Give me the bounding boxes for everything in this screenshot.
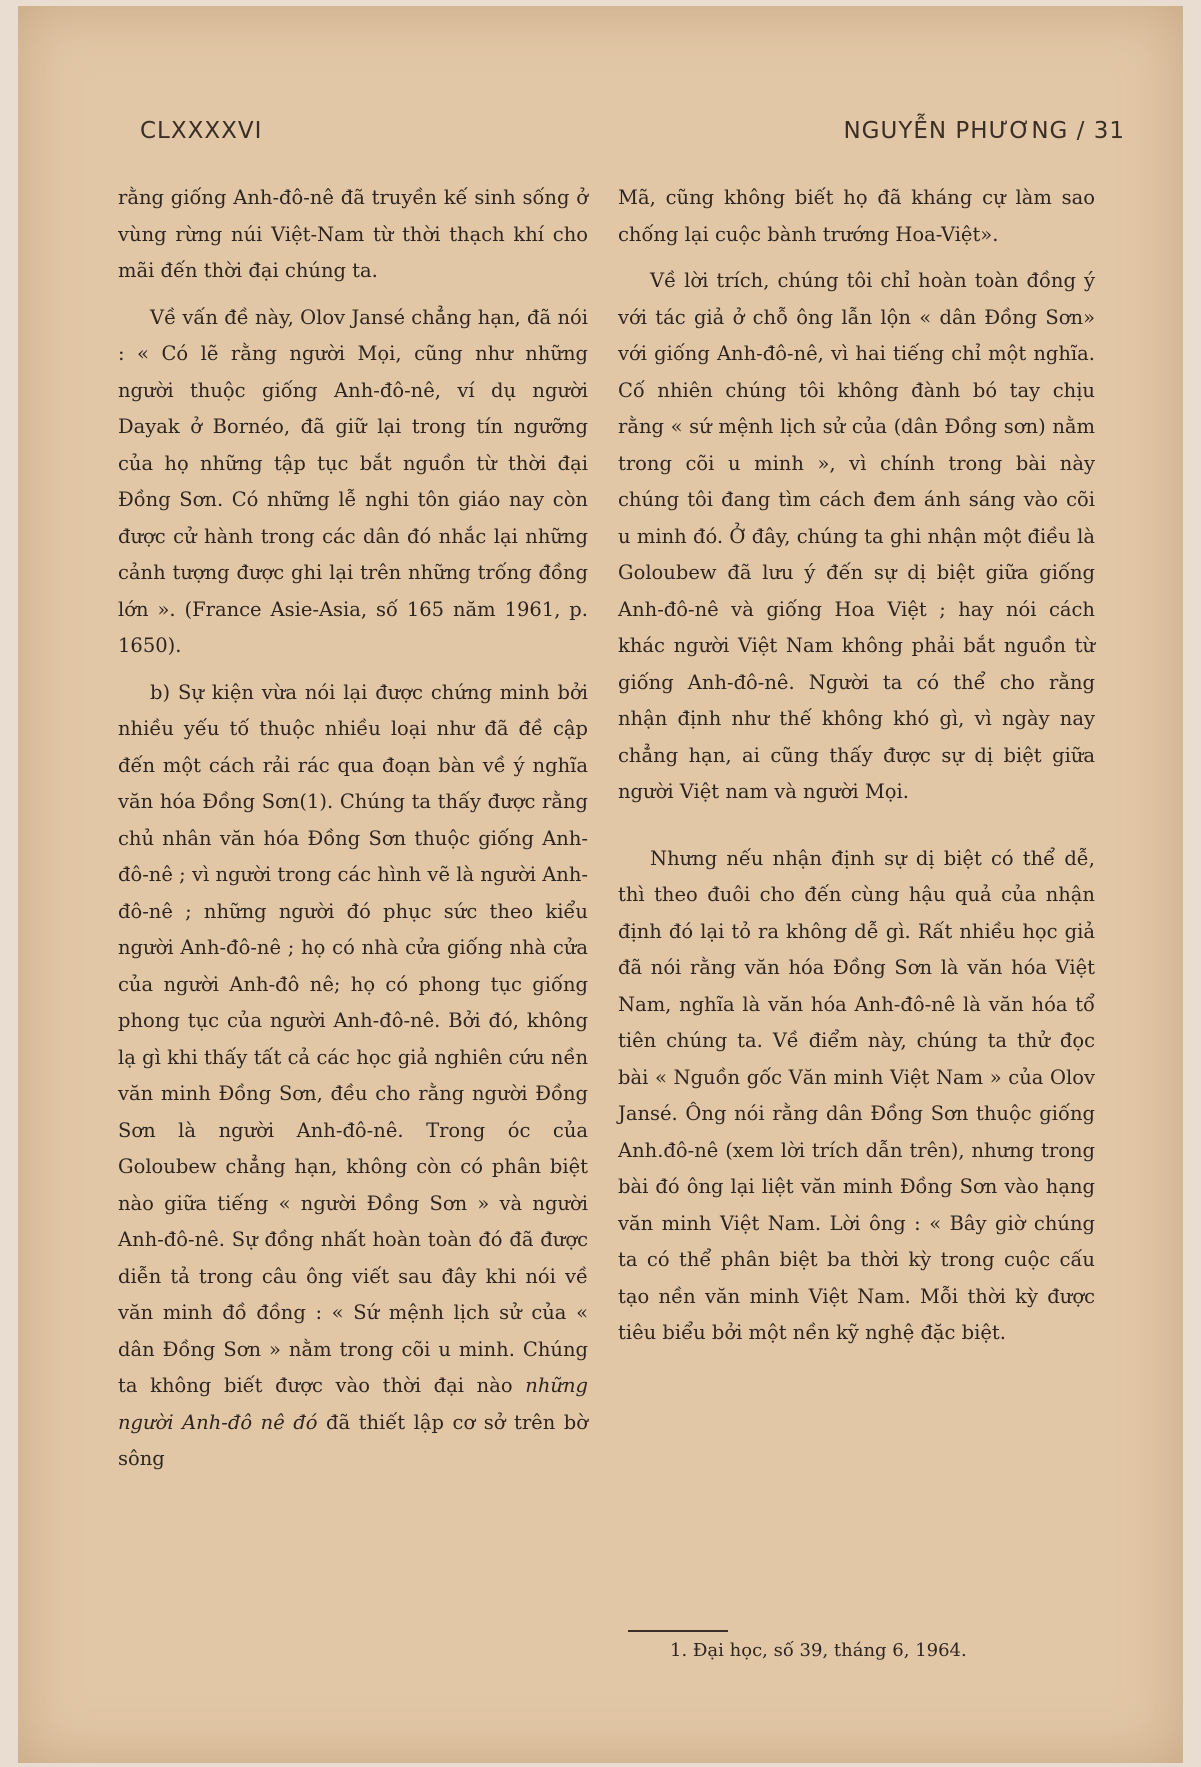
paragraph: Nhưng nếu nhận định sự dị biệt có thể dễ, thì theo đuôi cho đến cùng hậu quả của nhận định đó lại tỏ ra không dễ gì. Rất nhiều học giả đã nói rằng văn hóa Đồng Sơn là văn hóa Việt Nam, nghĩa là văn hóa Anh-đô-nê là văn hóa tổ tiên chúng ta. Về điểm này, chúng ta thử đọc bài « Nguồn gốc Văn minh Việt Nam » của Olov Jansé. Ông nói rằng dân Đồng Sơn thuộc giống Anh.đô-nê (xem lời trích dẫn trên), nhưng trong bài đó ông lại liệt văn minh Đồng Sơn vào hạng văn minh Việt Nam. Lời ông : « Bây giờ chúng ta có thể phân biệt ba thời kỳ trong cuộc cấu tạo nền văn minh Việt Nam. Mỗi thời kỳ được tiêu biểu bởi một nền kỹ nghệ đặc biệt. [618,846,1095,1344]
paragraph: Về lời trích, chúng tôi chỉ hoàn toàn đồng ý với tác giả ở chỗ ông lẫn lộn « dân Đồng Sơn» với giống Anh-đô-nê, vì hai tiếng chỉ một nghĩa. Cố nhiên chúng tôi không đành bó tay chịu rằng « sứ mệnh lịch sử của (dân Đồng sơn) nằm trong cõi u minh », vì chính trong bài này chúng tôi đang tìm cách đem ánh sáng vào cõi u minh đó. Ở đây, chúng ta ghi nhận một điều là Goloubew đã lưu ý đến sự dị biệt giữa giống Anh-đô-nê và giống Hoa Việt ; hay nói cách khác người Việt Nam không phải bắt nguồn từ giống Anh-đô-nê. Người ta có thể cho rằng nhận định như thế không khó gì, vì ngày nay chẳng hạn, ai cũng thấy được sự dị biệt giữa người Việt nam và người Mọi. [618,269,1095,803]
paragraph: Về vấn đề này, Olov Jansé chẳng hạn, đã nói : « Có lẽ rằng người Mọi, cũng như những người thuộc giống Anh-đô-nê, ví dụ người Dayak ở Bornéo, đã giữ lại trong tín ngưỡng của họ những tập tục bắt nguồn từ thời đại Đồng Sơn. Có những lễ nghi tôn giáo nay còn được cử hành trong các dân đó nhắc lại những cảnh tượng được ghi lại trên những trống đồng lớn ». (France Asie-Asia, số 165 năm 1961, p. 1650). [118,305,588,657]
paragraph-text: đã thiết lập cơ sở trên bờ sông [118,1410,588,1470]
right-column [618,180,1095,1352]
paragraph-text: b) Sự kiện vừa nói lại được chứng minh bởi nhiều yếu tố thuộc nhiều loại như đã đề cập đến một cách rải rác qua đoạn bàn về ý nghĩa văn hóa Đồng Sơn(1). Chúng ta thấy được rằng chủ nhân văn hóa Đồng Sơn thuộc giống Anh-đô-nê ; vì người trong các hình vẽ là người Anh-đô-nê ; những người đó phục sức theo kiểu người Anh-đô-nê ; họ có nhà cửa giống nhà cửa của người Anh-đô nê; họ có phong tục giống phong tục của người Anh-đô-nê. Bởi đó, không lạ gì khi thấy tất cả các học giả nghiên cứu nền văn minh Đồng Sơn, đều cho rằng người Đồng Sơn là người Anh-đô-nê. Trong óc của Goloubew chẳng hạn, không còn có phân biệt nào giữa tiếng « người Đồng Sơn » và người Anh-đô-nê. Sự đồng nhất hoàn toàn đó đã được diễn tả trong câu ông viết sau đây khi nói về văn minh đồ đồng : « Sứ mệnh lịch sử của « dân Đồng Sơn » nằm trong cõi u minh. Chúng ta không biết được vào thời đại nào [118,680,588,1397]
left-column [118,180,588,1478]
paragraph [118,675,588,1478]
author-page-number: NGUYỄN PHƯƠNG / 31 [843,118,1125,144]
chapter-numeral: CLXXXXVI [140,118,263,144]
paragraph: rằng giống Anh-đô-nê đã truyền kế sinh sống ở vùng rừng núi Việt-Nam từ thời thạch khí cho mãi đến thời đại chúng ta. [118,186,588,282]
page-header [140,118,1125,158]
italic-phrase: những người Anh-đô nê đó [118,1374,588,1434]
footnote: 1. Đại học, số 39, tháng 6, 1964. [670,1640,967,1661]
paragraph: Mã, cũng không biết họ đã kháng cự làm sao chống lại cuộc bành trướng Hoa-Việt». [618,186,1095,246]
footnote-divider [628,1630,728,1632]
